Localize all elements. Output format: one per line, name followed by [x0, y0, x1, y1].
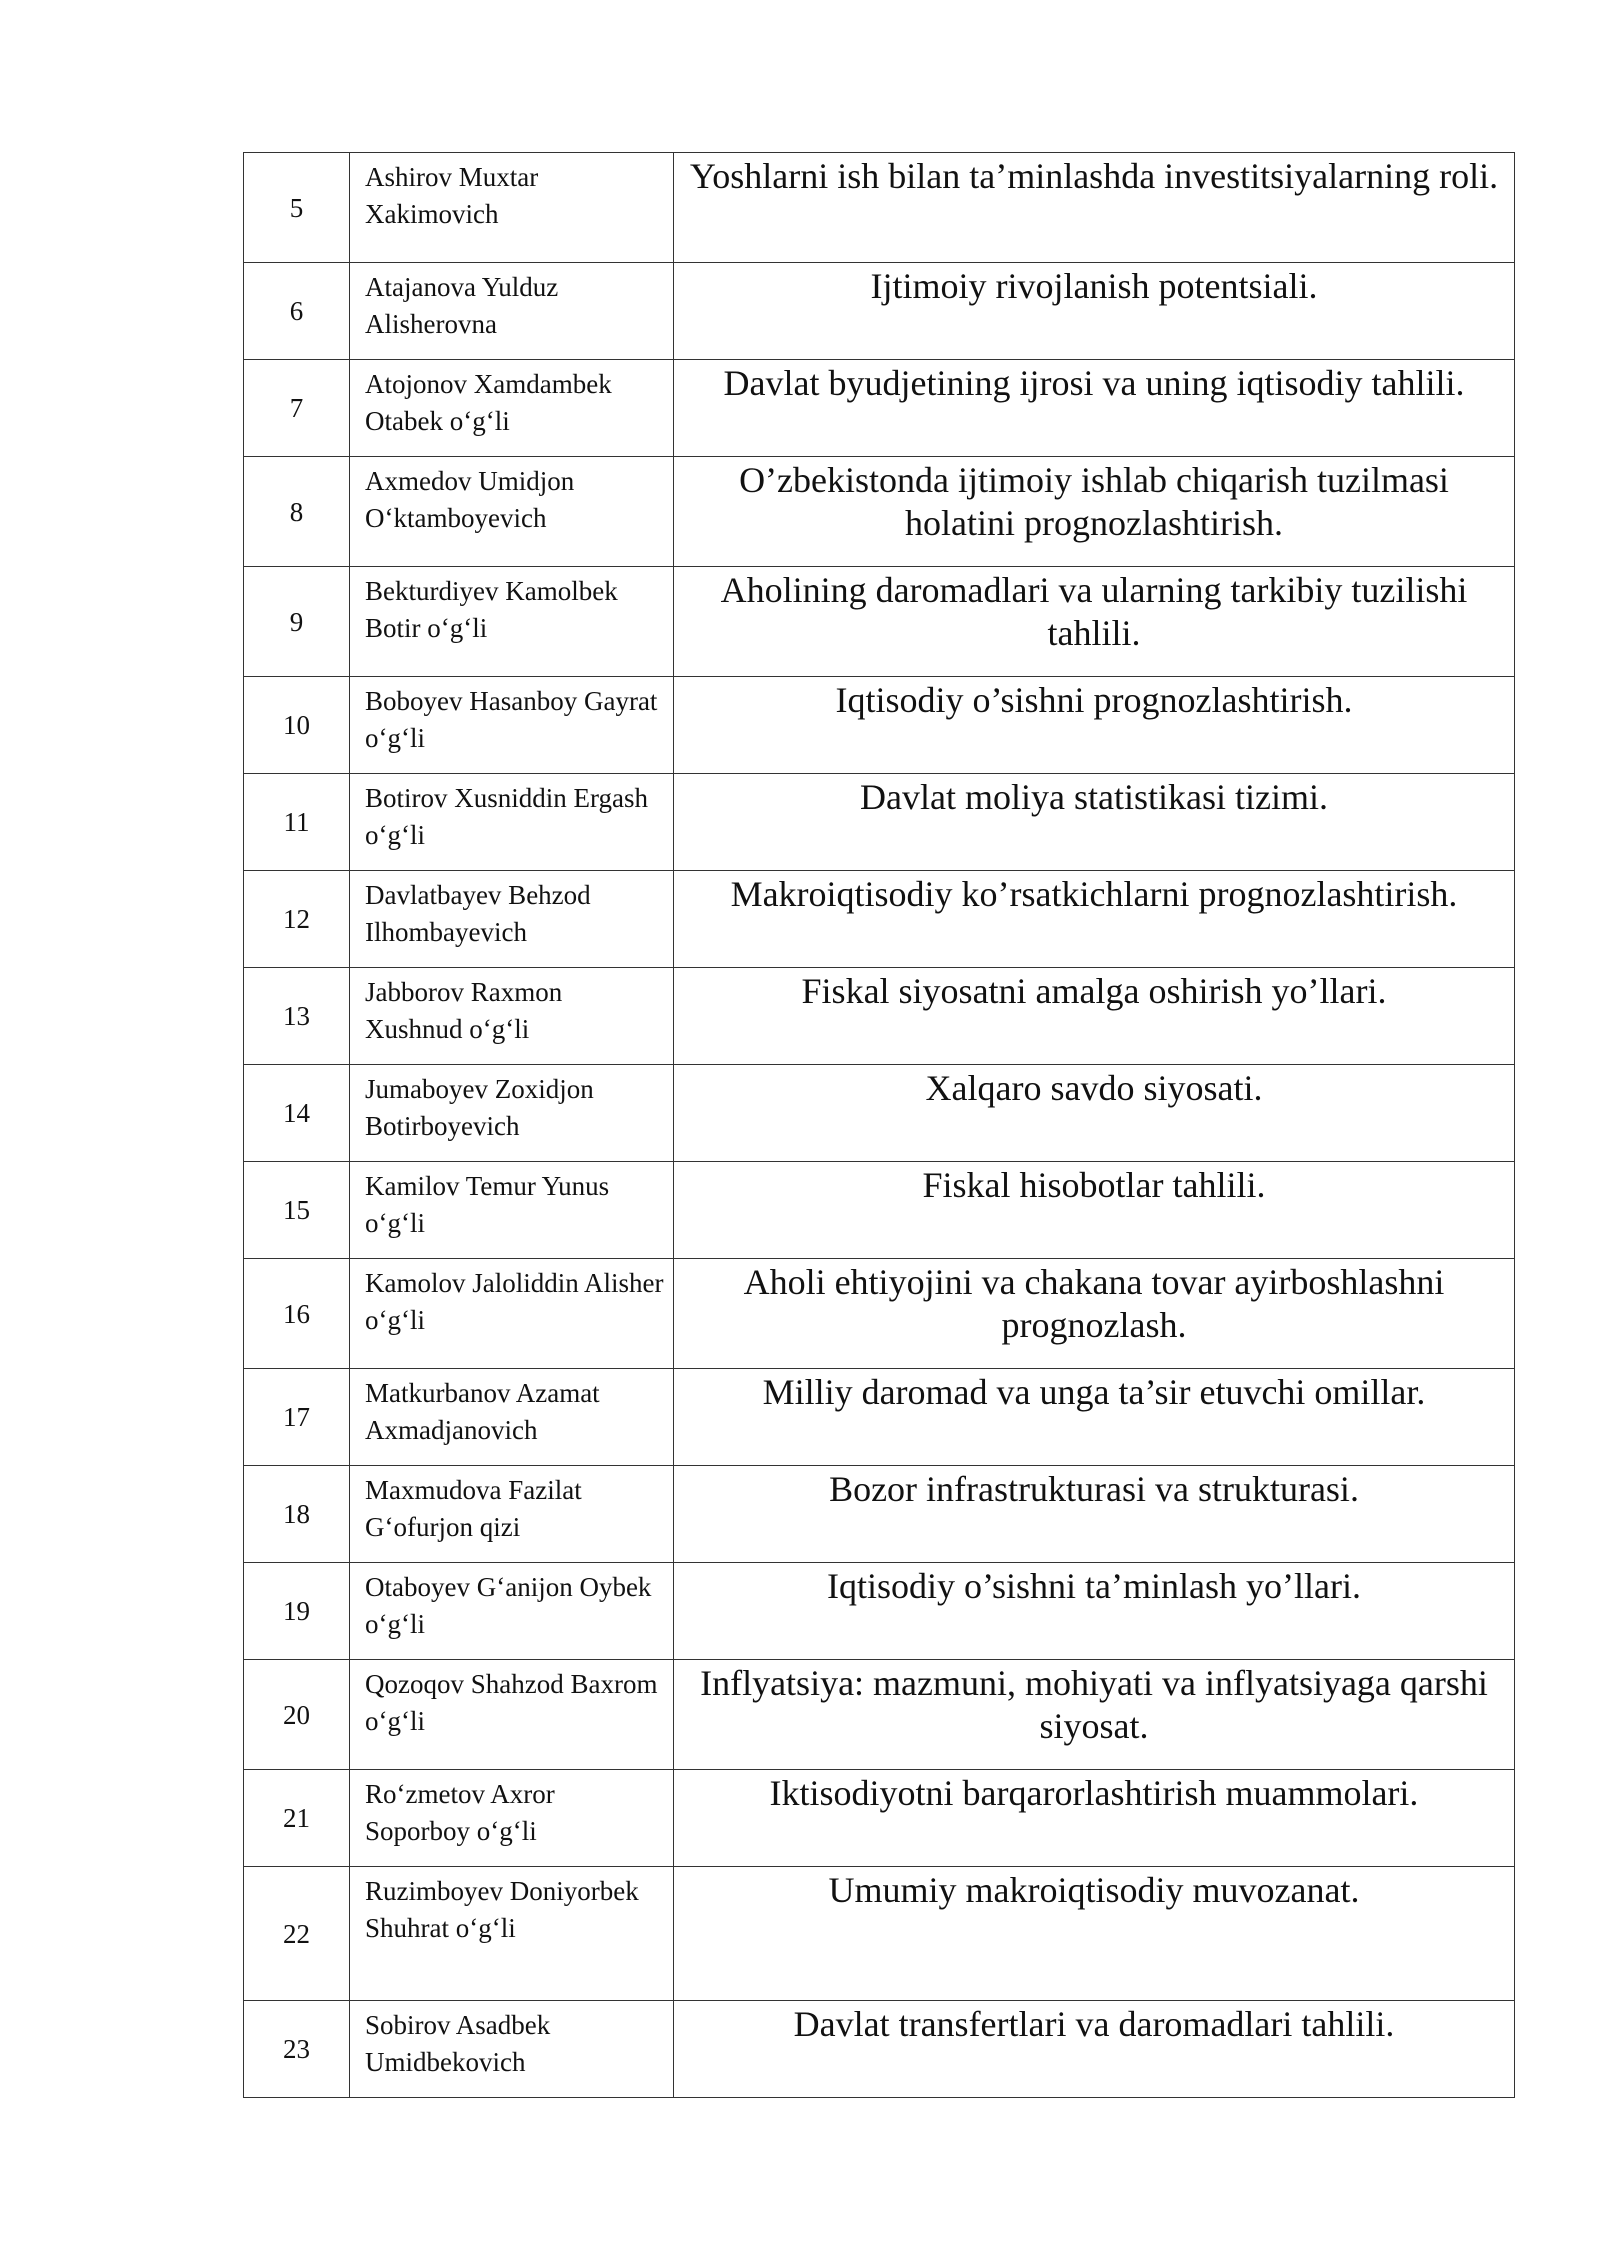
table-row	[244, 360, 1515, 457]
row-number: 23	[244, 2001, 350, 2098]
row-number: 10	[244, 677, 350, 774]
table-row	[244, 263, 1515, 360]
row-number: 15	[244, 1162, 350, 1259]
table-row	[244, 1563, 1515, 1660]
topic-title: Davlat transfertlari va daromadlari tahlili.	[674, 2001, 1515, 2098]
table-row	[244, 1660, 1515, 1770]
student-name: Bekturdiyev Kamolbek Botir o‘g‘li	[350, 567, 674, 677]
student-name: Jabborov Raxmon Xushnud o‘g‘li	[350, 968, 674, 1065]
table-row	[244, 1466, 1515, 1563]
row-number: 18	[244, 1466, 350, 1563]
topic-title: Fiskal hisobotlar tahlili.	[674, 1162, 1515, 1259]
row-number: 5	[244, 153, 350, 263]
student-name: Qozoqov Shahzod Baxrom o‘g‘li	[350, 1660, 674, 1770]
table-row	[244, 2001, 1515, 2098]
row-number: 11	[244, 774, 350, 871]
student-name: Atojonov Xamdambek Otabek o‘g‘li	[350, 360, 674, 457]
student-name: Botirov Xusniddin Ergash o‘g‘li	[350, 774, 674, 871]
topic-title: Iktisodiyotni barqarorlashtirish muammolari.	[674, 1770, 1515, 1867]
student-name: Jumaboyev Zoxidjon Botirboyevich	[350, 1065, 674, 1162]
topic-title: Aholi ehtiyojini va chakana tovar ayirboshlashni prognozlash.	[674, 1259, 1515, 1369]
topic-title: Davlat byudjetining ijrosi va uning iqtisodiy tahlili.	[674, 360, 1515, 457]
student-name: Sobirov Asadbek Umidbekovich	[350, 2001, 674, 2098]
row-number: 21	[244, 1770, 350, 1867]
table-row	[244, 1065, 1515, 1162]
table-row	[244, 1259, 1515, 1369]
topic-title: O’zbekistonda ijtimoiy ishlab chiqarish tuzilmasi holatini prognozlashtirish.	[674, 457, 1515, 567]
row-number: 7	[244, 360, 350, 457]
table-row	[244, 968, 1515, 1065]
topic-title: Bozor infrastrukturasi va strukturasi.	[674, 1466, 1515, 1563]
table-row	[244, 457, 1515, 567]
student-name: Otaboyev G‘anijon Oybek o‘g‘li	[350, 1563, 674, 1660]
row-number: 13	[244, 968, 350, 1065]
topic-title: Iqtisodiy o’sishni ta’minlash yo’llari.	[674, 1563, 1515, 1660]
topic-title: Aholining daromadlari va ularning tarkibiy tuzilishi tahlili.	[674, 567, 1515, 677]
topic-title: Iqtisodiy o’sishni prognozlashtirish.	[674, 677, 1515, 774]
topic-title: Fiskal siyosatni amalga oshirish yo’llari.	[674, 968, 1515, 1065]
table-row	[244, 153, 1515, 263]
student-name: Ruzimboyev Doniyorbek Shuhrat o‘g‘li	[350, 1867, 674, 2001]
row-number: 17	[244, 1369, 350, 1466]
table-row	[244, 774, 1515, 871]
table-row	[244, 1770, 1515, 1867]
row-number: 9	[244, 567, 350, 677]
topic-title: Xalqaro savdo siyosati.	[674, 1065, 1515, 1162]
topic-title: Milliy daromad va unga ta’sir etuvchi omillar.	[674, 1369, 1515, 1466]
row-number: 14	[244, 1065, 350, 1162]
table-row	[244, 1867, 1515, 2001]
row-number: 8	[244, 457, 350, 567]
topics-table	[243, 152, 1515, 2098]
row-number: 16	[244, 1259, 350, 1369]
topic-title: Davlat moliya statistikasi tizimi.	[674, 774, 1515, 871]
student-name: Boboyev Hasanboy Gayrat o‘g‘li	[350, 677, 674, 774]
student-name: Kamilov Temur Yunus o‘g‘li	[350, 1162, 674, 1259]
student-name: Matkurbanov Azamat Axmadjanovich	[350, 1369, 674, 1466]
student-name: Kamolov Jaloliddin Alisher o‘g‘li	[350, 1259, 674, 1369]
topic-title: Umumiy makroiqtisodiy muvozanat.	[674, 1867, 1515, 2001]
student-name: Ro‘zmetov Axror Soporboy o‘g‘li	[350, 1770, 674, 1867]
table-row	[244, 1369, 1515, 1466]
topic-title: Ijtimoiy rivojlanish potentsiali.	[674, 263, 1515, 360]
row-number: 12	[244, 871, 350, 968]
table-row	[244, 1162, 1515, 1259]
table-row	[244, 677, 1515, 774]
row-number: 19	[244, 1563, 350, 1660]
student-name: Davlatbayev Behzod Ilhombayevich	[350, 871, 674, 968]
row-number: 20	[244, 1660, 350, 1770]
table-row	[244, 871, 1515, 968]
topic-title: Yoshlarni ish bilan ta’minlashda investitsiyalarning roli.	[674, 153, 1515, 263]
student-name: Ashirov Muxtar Xakimovich	[350, 153, 674, 263]
row-number: 6	[244, 263, 350, 360]
student-name: Atajanova Yulduz Alisherovna	[350, 263, 674, 360]
topic-title: Inflyatsiya: mazmuni, mohiyati va inflyatsiyaga qarshi siyosat.	[674, 1660, 1515, 1770]
topic-title: Makroiqtisodiy ko’rsatkichlarni prognozlashtirish.	[674, 871, 1515, 968]
row-number: 22	[244, 1867, 350, 2001]
table-row	[244, 567, 1515, 677]
student-name: Axmedov Umidjon O‘ktamboyevich	[350, 457, 674, 567]
student-name: Maxmudova Fazilat G‘ofurjon qizi	[350, 1466, 674, 1563]
